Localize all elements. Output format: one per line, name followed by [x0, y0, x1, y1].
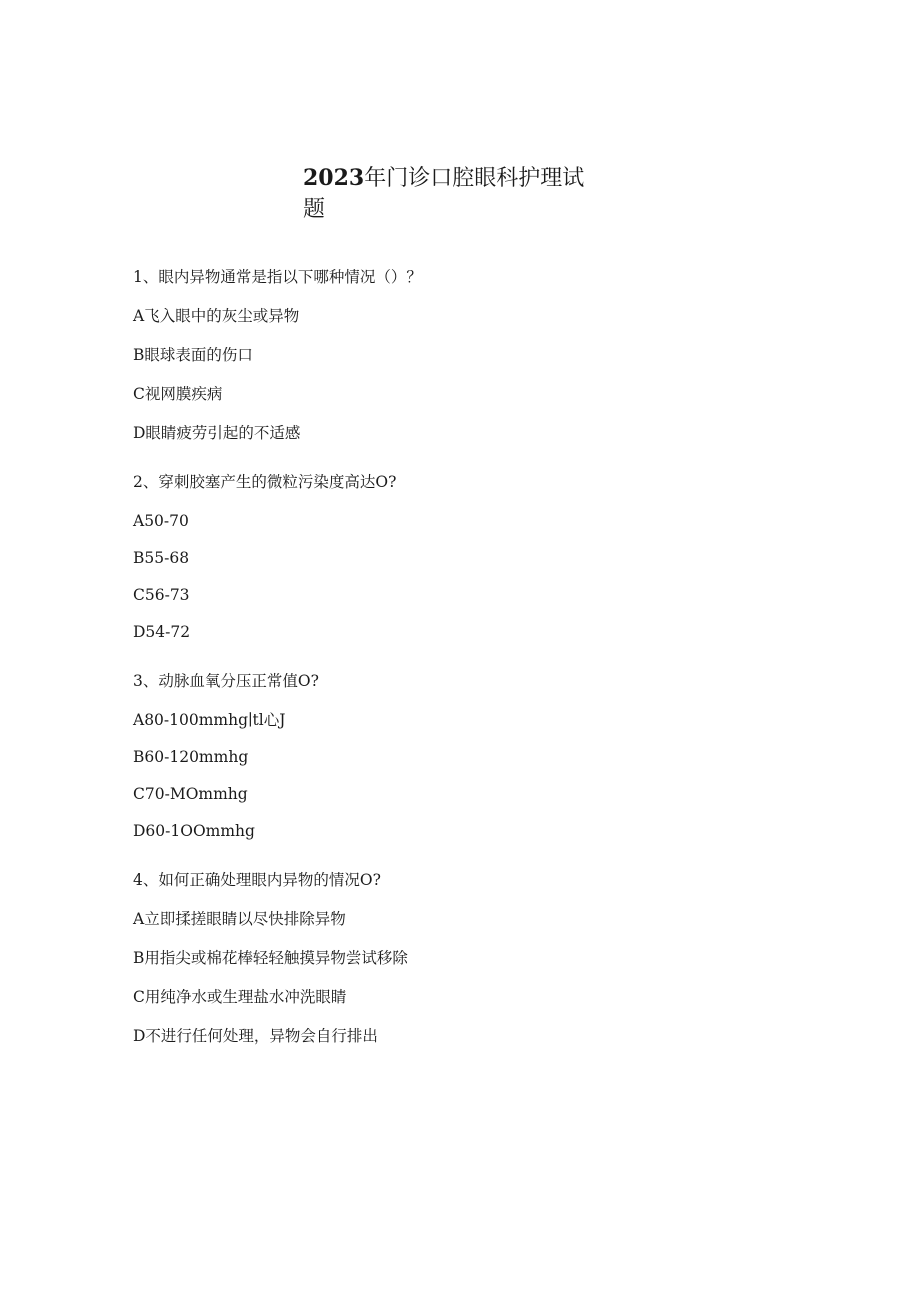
option-c: C56-73: [133, 586, 190, 604]
question-text: 2、穿刺胶塞产生的微粒污染度高达O?: [133, 473, 397, 491]
title-year: 2023: [303, 165, 365, 191]
option-b: B55-68: [133, 549, 190, 567]
option-d: D眼睛疲劳引起的不适感: [133, 424, 301, 442]
question-list: [133, 264, 833, 1072]
title-text: 年门诊口腔眼科护理试题: [303, 166, 585, 222]
option-b: B眼球表面的伤口: [133, 346, 253, 364]
option-b: B60-120mmhg: [133, 748, 249, 766]
question-text: 4、如何正确处理眼内异物的情况O?: [133, 871, 381, 889]
question-1: [133, 264, 833, 446]
question-text: 3、动脉血氧分压正常值O?: [133, 672, 319, 690]
option-a: A飞入眼中的灰尘或异物: [133, 307, 300, 325]
option-c: C70-MOmmhg: [133, 785, 248, 803]
option-c: C视网膜疾病: [133, 385, 223, 403]
option-b: B用指尖或棉花棒轻轻触摸异物尝试移除: [133, 949, 408, 967]
option-a: A50-70: [133, 512, 189, 530]
option-d: D54-72: [133, 623, 191, 641]
option-c: C用纯净水或生理盐水冲洗眼睛: [133, 988, 347, 1006]
question-3: [133, 668, 833, 844]
question-4: [133, 867, 833, 1049]
question-2: [133, 469, 833, 645]
option-a: A立即揉搓眼睛以尽快排除异物: [133, 910, 346, 928]
option-d: D60-1OOmmhg: [133, 822, 255, 840]
question-text: 1、眼内异物通常是指以下哪种情况（）？: [133, 268, 422, 286]
option-a: A80-100mmhg∣tl心J: [133, 711, 286, 729]
document-title: [303, 163, 603, 225]
option-d: D不进行任何处理，异物会自行排出: [133, 1027, 378, 1045]
